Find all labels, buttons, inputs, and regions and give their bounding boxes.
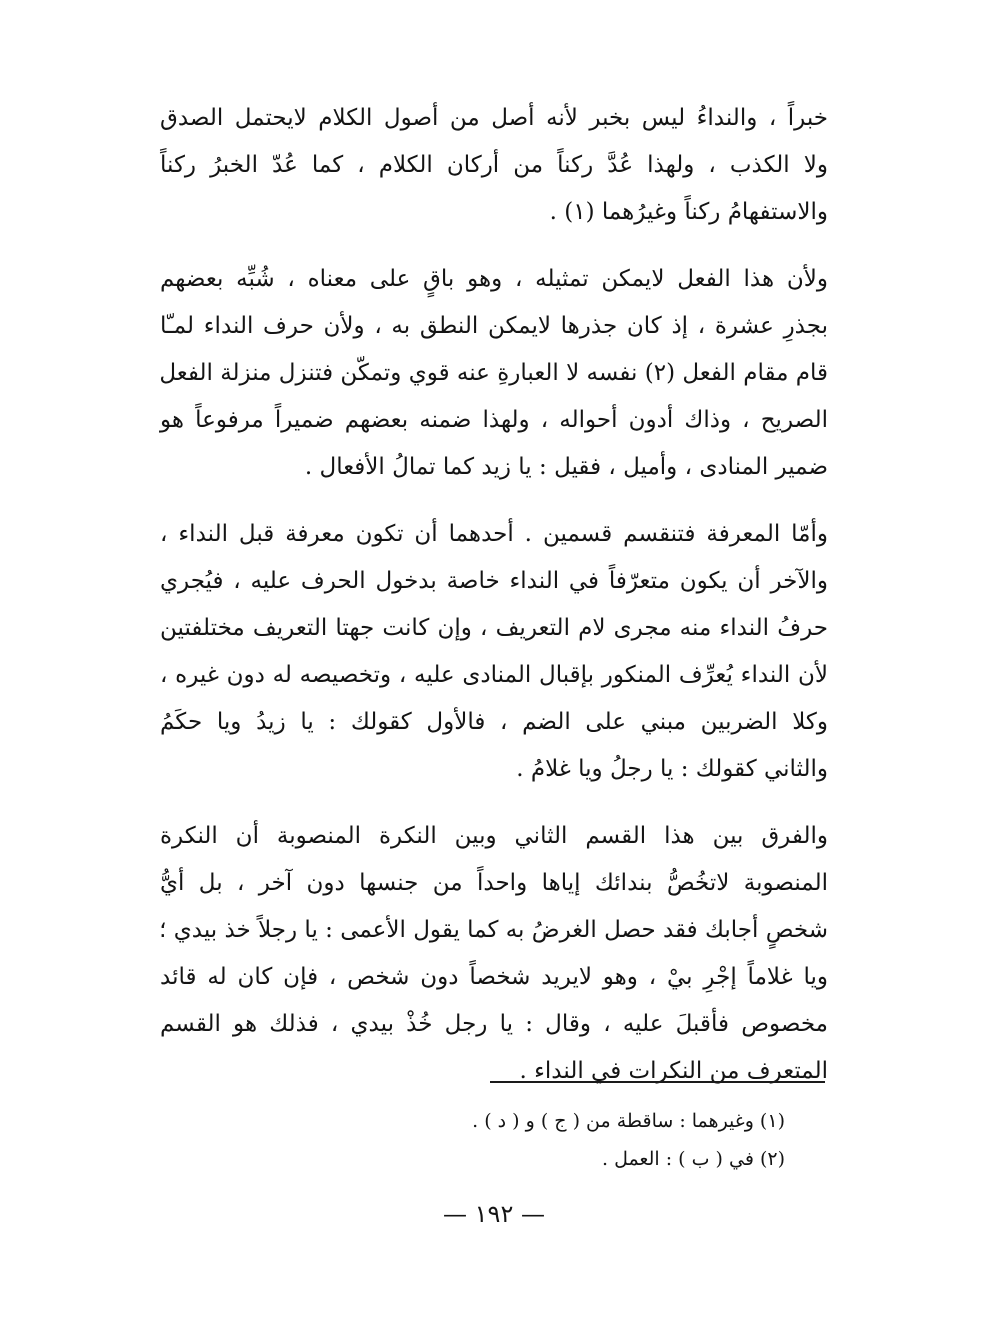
paragraph-4	[160, 813, 828, 1095]
text-line: قام مقام الفعل (٢) نفسه لا العبارةِ عنه قوي وتمكّن فتنزل منزلة الفعل	[159, 360, 828, 386]
text-line: خبراً ، والنداءُ ليس بخبر لأنه أصل من أصول الكلام لايحتمل الصدق	[160, 105, 828, 131]
text-line: حرفُ النداء منه مجرى لام التعريف ، وإن كانت جهتا التعريف مختلفتين	[160, 615, 828, 641]
text-line: وأمّا المعرفة فتنقسم قسمين . أحدهما أن تكون معرفة قبل النداء ،	[160, 521, 828, 547]
footnote-2: (٢) في ( ب ) : العمل .	[601, 1148, 785, 1170]
text-line: بجذرِ عشرة ، إذ كان جذرها لايمكن النطق به ، ولأن حرف النداء لمـّا	[160, 313, 828, 339]
text-line: المتعرف من النكرات في النداء .	[519, 1058, 828, 1084]
text-line: مخصوص فأقبلَ عليه ، وقال : يا رجل خُذْ بيدي ، فذلك هو القسم	[160, 1011, 828, 1037]
text-line: وكلا الضربين مبني على الضم ، فالأول كقولك : يا زيدُ ويا حكَمُ	[160, 709, 828, 735]
paragraph-2	[160, 256, 828, 491]
text-line: ضمير المنادى ، وأميل ، فقيل : يا زيد كما تمالُ الأفعال .	[304, 454, 828, 480]
text-line: الصريح ، وذاك أدون أحواله ، ولهذا ضمنه بعضهم ضميراً مرفوعاً هو	[160, 407, 828, 433]
paragraph-1	[160, 95, 828, 236]
paragraph-3	[160, 511, 828, 793]
text-line: المنصوبة لاتخُصُّ بندائك إياها واحداً من جنسها دون آخر ، بل أيُّ	[160, 870, 828, 896]
footnote-1: (١) وغيرهما : ساقطة من ( ج ) و ( د ) .	[472, 1110, 785, 1132]
text-line: والآخر أن يكون متعرّفاً في النداء خاصة بدخول الحرف عليه ، فيُجري	[160, 568, 828, 594]
footnote-divider	[490, 1081, 825, 1083]
text-line: شخصٍ أجابك فقد حصل الغرضُ به كما يقول الأعمى : يا رجلاً خذ بيدي ؛	[159, 917, 828, 943]
text-line: والثاني كقولك : يا رجلُ ويا غلامُ .	[516, 756, 828, 782]
text-line: ولا الكذب ، ولهذا عُدَّ ركناً من أركان الكلام ، كما عُدّ الخبرُ ركناً	[160, 152, 828, 178]
text-line: والاستفهامُ ركناً وغيرُهما (١) .	[549, 199, 828, 225]
footnotes	[330, 1102, 785, 1178]
main-text	[160, 95, 828, 1095]
text-line: لأن النداء يُعرِّف المنكور بإقبال المنادى عليه ، وتخصيصه له دون غيره ،	[160, 662, 828, 688]
text-line: والفرق بين هذا القسم الثاني وبين النكرة المنصوبة أن النكرة	[160, 823, 828, 849]
text-line: ويا غلاماً إجْرِ بيْ ، وهو لايريد شخصاً دون شخص ، فإن كان له قائد	[160, 964, 828, 990]
page-number: — ١٩٢ —	[443, 1200, 545, 1228]
text-line: ولأن هذا الفعل لايمكن تمثيله ، وهو باقٍ على معناه ، شُبِّه بعضهم	[160, 266, 828, 292]
